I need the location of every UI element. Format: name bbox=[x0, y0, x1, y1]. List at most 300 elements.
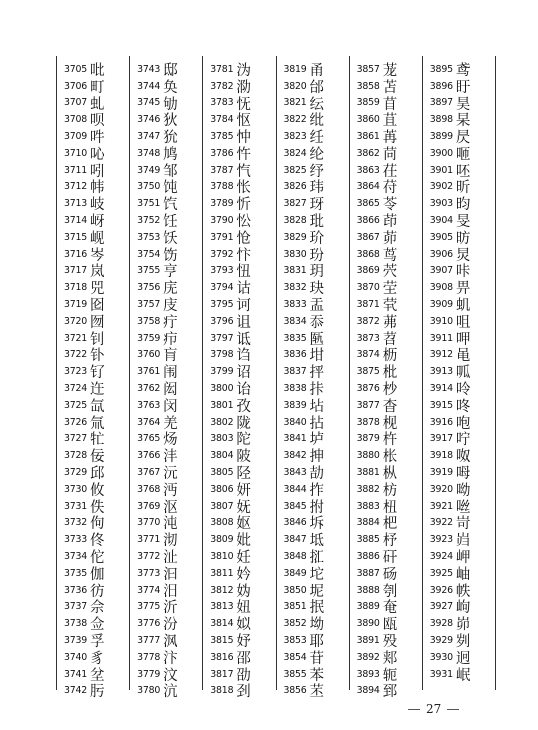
entry-number: 3816 bbox=[210, 651, 234, 663]
entry-number: 3896 bbox=[429, 80, 453, 92]
entry-number: 3788 bbox=[210, 181, 234, 193]
entry-number: 3783 bbox=[210, 97, 234, 109]
entry-character: 岣 bbox=[455, 600, 471, 617]
entry-character: 盱 bbox=[455, 79, 471, 96]
entry-number: 3765 bbox=[137, 433, 161, 445]
entry-character: 沔 bbox=[163, 482, 179, 499]
entry-character: 炅 bbox=[455, 247, 471, 264]
entry-character: 纾 bbox=[309, 163, 325, 180]
entry-number: 3858 bbox=[356, 80, 380, 92]
table-row bbox=[203, 682, 275, 699]
entry-character: 茌 bbox=[382, 163, 398, 180]
entry-number: 3818 bbox=[210, 685, 234, 697]
entry-number: 3860 bbox=[356, 114, 380, 126]
entry-character: 佞 bbox=[90, 449, 105, 466]
entry-character: 诋 bbox=[236, 331, 252, 348]
entry-character: 拈 bbox=[309, 415, 325, 432]
entry-character: 帏 bbox=[90, 180, 105, 197]
entry-number: 3843 bbox=[283, 467, 307, 479]
entry-number: 3864 bbox=[356, 181, 380, 193]
entry-character: 虬 bbox=[90, 96, 105, 113]
entry-number: 3726 bbox=[63, 416, 87, 428]
entry-character: 呗 bbox=[90, 113, 105, 130]
entry-character: 邵 bbox=[236, 650, 252, 667]
entry-character: 忤 bbox=[236, 146, 252, 163]
entry-character: 饩 bbox=[163, 197, 179, 214]
entry-character: 闳 bbox=[163, 382, 179, 399]
entry-character: 虮 bbox=[455, 298, 471, 315]
entry-number: 3853 bbox=[283, 634, 307, 646]
entry-character: 茚 bbox=[382, 214, 398, 231]
entry-character: 迥 bbox=[455, 650, 471, 667]
table-column bbox=[276, 56, 349, 701]
entry-character: 帙 bbox=[455, 583, 471, 600]
entry-character: 玮 bbox=[309, 180, 325, 197]
entry-character: 劭 bbox=[236, 667, 252, 684]
entry-character: 茓 bbox=[382, 264, 398, 281]
entry-number: 3786 bbox=[210, 147, 234, 159]
entry-character: 邸 bbox=[163, 62, 179, 79]
entry-number: 3822 bbox=[283, 114, 307, 126]
entry-number: 3711 bbox=[63, 164, 87, 176]
entry-character: 咔 bbox=[455, 264, 471, 281]
entry-character: 狁 bbox=[163, 130, 179, 147]
entry-number: 3900 bbox=[429, 147, 453, 159]
entry-character: 饫 bbox=[163, 230, 179, 247]
entry-character: 诂 bbox=[236, 281, 252, 298]
entry-character: 枋 bbox=[382, 482, 398, 499]
entry-character: 垆 bbox=[309, 432, 325, 449]
entry-character: 茆 bbox=[382, 230, 398, 247]
entry-character: 呣 bbox=[455, 466, 471, 483]
entry-character: 茀 bbox=[382, 314, 398, 331]
entry-number: 3907 bbox=[429, 265, 453, 277]
entry-number: 3805 bbox=[210, 467, 234, 479]
entry-number: 3800 bbox=[210, 383, 234, 395]
entry-number: 3920 bbox=[429, 483, 453, 495]
entry-number: 3730 bbox=[63, 483, 87, 495]
entry-number: 3734 bbox=[63, 551, 87, 562]
entry-number: 3813 bbox=[210, 601, 234, 613]
entry-number: 3912 bbox=[429, 349, 453, 361]
entry-number: 3714 bbox=[63, 215, 87, 227]
entry-character: 岫 bbox=[455, 566, 471, 583]
entry-number: 3736 bbox=[63, 584, 87, 596]
entry-character: 肟 bbox=[90, 684, 105, 701]
entry-character: 汩 bbox=[163, 566, 179, 583]
entry-character: 岬 bbox=[455, 550, 471, 567]
entry-character: 茏 bbox=[382, 62, 398, 79]
entry-number: 3804 bbox=[210, 450, 234, 462]
entry-number: 3894 bbox=[356, 685, 380, 697]
entry-character: 岚 bbox=[90, 264, 105, 281]
entry-number: 3881 bbox=[356, 467, 380, 479]
entry-character: 佚 bbox=[90, 499, 105, 516]
entry-character: 沤 bbox=[163, 499, 179, 516]
entry-number: 3827 bbox=[283, 198, 307, 210]
entry-character: 杲 bbox=[455, 113, 471, 130]
entry-character: 盂 bbox=[309, 298, 325, 315]
entry-character: 孚 bbox=[90, 634, 105, 650]
entry-number: 3846 bbox=[283, 517, 307, 529]
entry-character: 町 bbox=[90, 79, 105, 96]
entry-number: 3732 bbox=[63, 517, 87, 529]
entry-number: 3884 bbox=[356, 517, 380, 529]
entry-number: 3781 bbox=[210, 63, 234, 75]
entry-number: 3739 bbox=[63, 634, 87, 646]
entry-number: 3709 bbox=[63, 131, 87, 143]
entry-number: 3898 bbox=[429, 114, 453, 126]
entry-character: 旻 bbox=[455, 214, 471, 231]
entry-character: 苷 bbox=[309, 650, 325, 667]
entry-character: 抨 bbox=[309, 365, 325, 382]
entry-character: 奂 bbox=[163, 79, 179, 96]
entry-number: 3812 bbox=[210, 584, 234, 596]
entry-character: 郏 bbox=[382, 650, 398, 667]
entry-number: 3725 bbox=[63, 399, 87, 411]
entry-number: 3828 bbox=[283, 215, 307, 227]
table-row bbox=[423, 666, 495, 683]
entry-character: 亨 bbox=[163, 264, 179, 281]
entry-number: 3747 bbox=[137, 131, 161, 143]
entry-character: 峁 bbox=[455, 617, 471, 634]
entry-number: 3745 bbox=[137, 97, 161, 109]
entry-number: 3727 bbox=[63, 433, 87, 445]
entry-character: 怃 bbox=[236, 96, 252, 113]
entry-number: 3918 bbox=[429, 450, 453, 462]
entry-character: 纰 bbox=[309, 113, 325, 130]
entry-character: 杵 bbox=[382, 432, 398, 449]
entry-number: 3808 bbox=[210, 517, 234, 529]
entry-number: 3834 bbox=[283, 315, 307, 327]
entry-number: 3753 bbox=[137, 231, 161, 243]
entry-number: 3750 bbox=[137, 181, 161, 193]
entry-number: 3928 bbox=[429, 618, 453, 630]
entry-number: 3741 bbox=[63, 668, 87, 680]
entry-character: 汴 bbox=[163, 650, 179, 667]
entry-number: 3927 bbox=[429, 601, 453, 613]
entry-character: 汾 bbox=[163, 617, 179, 634]
entry-number: 3768 bbox=[137, 483, 161, 495]
entry-character: 钋 bbox=[90, 348, 105, 365]
entry-character: 玠 bbox=[309, 230, 325, 247]
entry-character: 妣 bbox=[236, 533, 252, 550]
entry-number: 3895 bbox=[429, 63, 453, 75]
entry-number: 3863 bbox=[356, 164, 380, 176]
entry-number: 3862 bbox=[356, 147, 380, 159]
entry-number: 3756 bbox=[137, 282, 161, 294]
entry-character: 忪 bbox=[236, 214, 252, 231]
entry-character: 沆 bbox=[163, 684, 179, 701]
entry-character: 沨 bbox=[163, 634, 179, 650]
entry-character: 刳 bbox=[382, 583, 398, 600]
entry-character: 妍 bbox=[236, 482, 252, 499]
entry-character: 纭 bbox=[309, 96, 325, 113]
entry-character: 泐 bbox=[236, 79, 252, 96]
entry-number: 3882 bbox=[356, 483, 380, 495]
entry-number: 3811 bbox=[210, 567, 234, 579]
entry-character: 苘 bbox=[382, 146, 398, 163]
entry-number: 3746 bbox=[137, 114, 161, 126]
entry-character: 彷 bbox=[90, 583, 105, 600]
entry-character: 枥 bbox=[382, 348, 398, 365]
entry-number: 3814 bbox=[210, 618, 234, 630]
entry-number: 3796 bbox=[210, 315, 234, 327]
entry-number: 3908 bbox=[429, 282, 453, 294]
entry-character: 怅 bbox=[236, 180, 252, 197]
entry-number: 3899 bbox=[429, 131, 453, 143]
entry-character: 姒 bbox=[236, 617, 252, 634]
entry-number: 3721 bbox=[63, 332, 87, 344]
entry-number: 3819 bbox=[283, 63, 307, 75]
entry-number: 3917 bbox=[429, 433, 453, 445]
entry-character: 坳 bbox=[309, 617, 325, 634]
entry-number: 3801 bbox=[210, 399, 234, 411]
entry-number: 3716 bbox=[63, 248, 87, 260]
entry-number: 3905 bbox=[429, 231, 453, 243]
entry-character: 忭 bbox=[236, 247, 252, 264]
entry-number: 3790 bbox=[210, 215, 234, 227]
entry-character: 岿 bbox=[455, 533, 471, 550]
entry-character: 咂 bbox=[455, 146, 471, 163]
entry-number: 3779 bbox=[137, 668, 161, 680]
entry-number: 3874 bbox=[356, 349, 380, 361]
entry-number: 3910 bbox=[429, 315, 453, 327]
entry-character: 杪 bbox=[382, 382, 398, 399]
entry-character: 妩 bbox=[236, 499, 252, 516]
entry-number: 3737 bbox=[63, 601, 87, 613]
entry-character: 诅 bbox=[236, 314, 252, 331]
entry-character: 咚 bbox=[455, 398, 471, 415]
entry-number: 3893 bbox=[356, 668, 380, 680]
entry-number: 3761 bbox=[137, 366, 161, 378]
entry-character: 囫 bbox=[90, 314, 105, 331]
entry-number: 3839 bbox=[283, 399, 307, 411]
entry-character: 苒 bbox=[382, 130, 398, 147]
footer-dash-left bbox=[408, 709, 420, 710]
entry-number: 3780 bbox=[137, 685, 161, 697]
entry-number: 3762 bbox=[137, 383, 161, 395]
entry-number: 3715 bbox=[63, 231, 87, 243]
entry-number: 3795 bbox=[210, 299, 234, 311]
entry-character: 氙 bbox=[90, 398, 105, 415]
table-column bbox=[202, 56, 275, 701]
entry-number: 3731 bbox=[63, 500, 87, 512]
entry-character: 邹 bbox=[163, 163, 179, 180]
page-footer bbox=[402, 702, 465, 716]
entry-number: 3708 bbox=[63, 114, 87, 126]
entry-number: 3837 bbox=[283, 366, 307, 378]
entry-number: 3793 bbox=[210, 265, 234, 277]
entry-number: 3728 bbox=[63, 450, 87, 462]
entry-number: 3757 bbox=[137, 299, 161, 311]
entry-number: 3915 bbox=[429, 399, 453, 411]
entry-number: 3886 bbox=[356, 551, 380, 562]
entry-character: 呶 bbox=[455, 449, 471, 466]
entry-character: 昃 bbox=[455, 130, 471, 147]
entry-number: 3825 bbox=[283, 164, 307, 176]
entry-character: 岈 bbox=[90, 214, 105, 231]
entry-number: 3873 bbox=[356, 332, 380, 344]
entry-character: 劼 bbox=[309, 466, 325, 483]
entry-number: 3767 bbox=[137, 467, 161, 479]
entry-number: 3744 bbox=[137, 80, 161, 92]
entry-character: 汨 bbox=[163, 583, 179, 600]
entry-character: 羌 bbox=[163, 415, 179, 432]
entry-character: 㧟 bbox=[309, 550, 325, 567]
entry-character: 坼 bbox=[309, 516, 325, 533]
entry-character: 兕 bbox=[90, 281, 105, 298]
entry-number: 3803 bbox=[210, 433, 234, 445]
entry-character: 饬 bbox=[163, 247, 179, 264]
entry-number: 3712 bbox=[63, 181, 87, 193]
entry-number: 3776 bbox=[137, 618, 161, 630]
entry-number: 3852 bbox=[283, 618, 307, 630]
entry-number: 3769 bbox=[137, 500, 161, 512]
entry-character: 刿 bbox=[455, 634, 471, 650]
entry-character: 邰 bbox=[309, 79, 325, 96]
entry-number: 3832 bbox=[283, 282, 307, 294]
entry-character: 黾 bbox=[455, 348, 471, 365]
entry-character: 昊 bbox=[455, 96, 471, 113]
entry-number: 3787 bbox=[210, 164, 234, 176]
entry-character: 吣 bbox=[90, 146, 105, 163]
entry-character: 呤 bbox=[455, 382, 471, 399]
table-row bbox=[130, 682, 202, 699]
entry-character: 沌 bbox=[163, 516, 179, 533]
entry-character: 苤 bbox=[309, 684, 325, 701]
entry-number: 3913 bbox=[429, 366, 453, 378]
entry-character: 刭 bbox=[236, 684, 252, 701]
entry-character: 奄 bbox=[382, 600, 398, 617]
entry-character: 吡 bbox=[90, 62, 105, 79]
entry-character: 陇 bbox=[236, 415, 252, 432]
entry-number: 3914 bbox=[429, 383, 453, 395]
entry-character: 玭 bbox=[309, 214, 325, 231]
entry-number: 3923 bbox=[429, 534, 453, 546]
entry-character: 迕 bbox=[90, 382, 105, 399]
entry-character: 诌 bbox=[236, 348, 252, 365]
entry-number: 3867 bbox=[356, 231, 380, 243]
entry-number: 3797 bbox=[210, 332, 234, 344]
entry-number: 3909 bbox=[429, 299, 453, 311]
entry-character: 闵 bbox=[163, 398, 179, 415]
entry-number: 3849 bbox=[283, 567, 307, 579]
entry-character: 拤 bbox=[309, 382, 325, 399]
entry-number: 3710 bbox=[63, 147, 87, 159]
entry-number: 3929 bbox=[429, 634, 453, 646]
entry-character: 肓 bbox=[163, 348, 179, 365]
entry-character: 沏 bbox=[163, 533, 179, 550]
entry-character: 怄 bbox=[236, 113, 252, 130]
entry-number: 3720 bbox=[63, 315, 87, 327]
entry-number: 3888 bbox=[356, 584, 380, 596]
entry-number: 3759 bbox=[137, 332, 161, 344]
entry-character: 呷 bbox=[455, 331, 471, 348]
entry-character: 沣 bbox=[163, 449, 179, 466]
entry-number: 3911 bbox=[429, 332, 453, 344]
entry-character: 岘 bbox=[90, 230, 105, 247]
entry-number: 3763 bbox=[137, 399, 161, 411]
entry-character: 咆 bbox=[455, 415, 471, 432]
entry-number: 3815 bbox=[210, 634, 234, 646]
entry-character: 杳 bbox=[382, 398, 398, 415]
entry-number: 3751 bbox=[137, 198, 161, 210]
entry-character: 抻 bbox=[309, 449, 325, 466]
entry-character: 妪 bbox=[236, 516, 252, 533]
entry-character: 耶 bbox=[309, 634, 325, 650]
entry-character: 纴 bbox=[309, 130, 325, 147]
entry-character: 妊 bbox=[236, 550, 252, 567]
entry-character: 甬 bbox=[309, 62, 325, 79]
entry-character: 杼 bbox=[382, 533, 398, 550]
entry-number: 3784 bbox=[210, 114, 234, 126]
entry-character: 坻 bbox=[309, 533, 325, 550]
entry-number: 3891 bbox=[356, 634, 380, 646]
entry-number: 3807 bbox=[210, 500, 234, 512]
entry-number: 3722 bbox=[63, 349, 87, 361]
entry-number: 3743 bbox=[137, 63, 161, 75]
entry-character: 妗 bbox=[236, 566, 252, 583]
entry-number: 3859 bbox=[356, 97, 380, 109]
entry-number: 3794 bbox=[210, 282, 234, 294]
entry-number: 3705 bbox=[63, 63, 87, 75]
entry-character: 鸠 bbox=[163, 146, 179, 163]
entry-number: 3829 bbox=[283, 231, 307, 243]
entry-number: 3831 bbox=[283, 265, 307, 277]
entry-character: 茑 bbox=[382, 247, 398, 264]
entry-number: 3772 bbox=[137, 551, 161, 562]
entry-character: 苜 bbox=[382, 96, 398, 113]
entry-character: 疖 bbox=[163, 331, 179, 348]
entry-character: 疔 bbox=[163, 314, 179, 331]
entry-number: 3919 bbox=[429, 467, 453, 479]
entry-number: 3924 bbox=[429, 551, 453, 562]
entry-number: 3755 bbox=[137, 265, 161, 277]
entry-character: 岑 bbox=[90, 247, 105, 264]
entry-character: 岢 bbox=[455, 516, 471, 533]
entry-number: 3764 bbox=[137, 416, 161, 428]
entry-character: 拊 bbox=[309, 499, 325, 516]
entry-number: 3855 bbox=[283, 668, 307, 680]
entry-character: 妤 bbox=[236, 634, 252, 650]
entry-number: 3833 bbox=[283, 299, 307, 311]
entry-number: 3922 bbox=[429, 517, 453, 529]
entry-number: 3821 bbox=[283, 97, 307, 109]
entry-character: 坨 bbox=[309, 566, 325, 583]
entry-character: 坭 bbox=[309, 583, 325, 600]
entry-character: 沂 bbox=[163, 600, 179, 617]
footer-dash-right bbox=[447, 709, 459, 710]
entry-character: 匦 bbox=[309, 331, 325, 348]
entry-number: 3782 bbox=[210, 80, 234, 92]
entry-number: 3799 bbox=[210, 366, 234, 378]
entry-character: 庋 bbox=[163, 298, 179, 315]
entry-number: 3845 bbox=[283, 500, 307, 512]
entry-character: 枇 bbox=[382, 365, 398, 382]
entry-number: 3706 bbox=[63, 80, 87, 92]
entry-character: 陉 bbox=[236, 466, 252, 483]
entry-character: 苫 bbox=[382, 79, 398, 96]
entry-number: 3903 bbox=[429, 198, 453, 210]
entry-number: 3774 bbox=[137, 584, 161, 596]
entry-character: 玢 bbox=[309, 247, 325, 264]
entry-number: 3817 bbox=[210, 668, 234, 680]
entry-character: 忾 bbox=[236, 163, 252, 180]
entry-number: 3770 bbox=[137, 517, 161, 529]
entry-character: 沩 bbox=[236, 62, 252, 79]
entry-number: 3760 bbox=[137, 349, 161, 361]
